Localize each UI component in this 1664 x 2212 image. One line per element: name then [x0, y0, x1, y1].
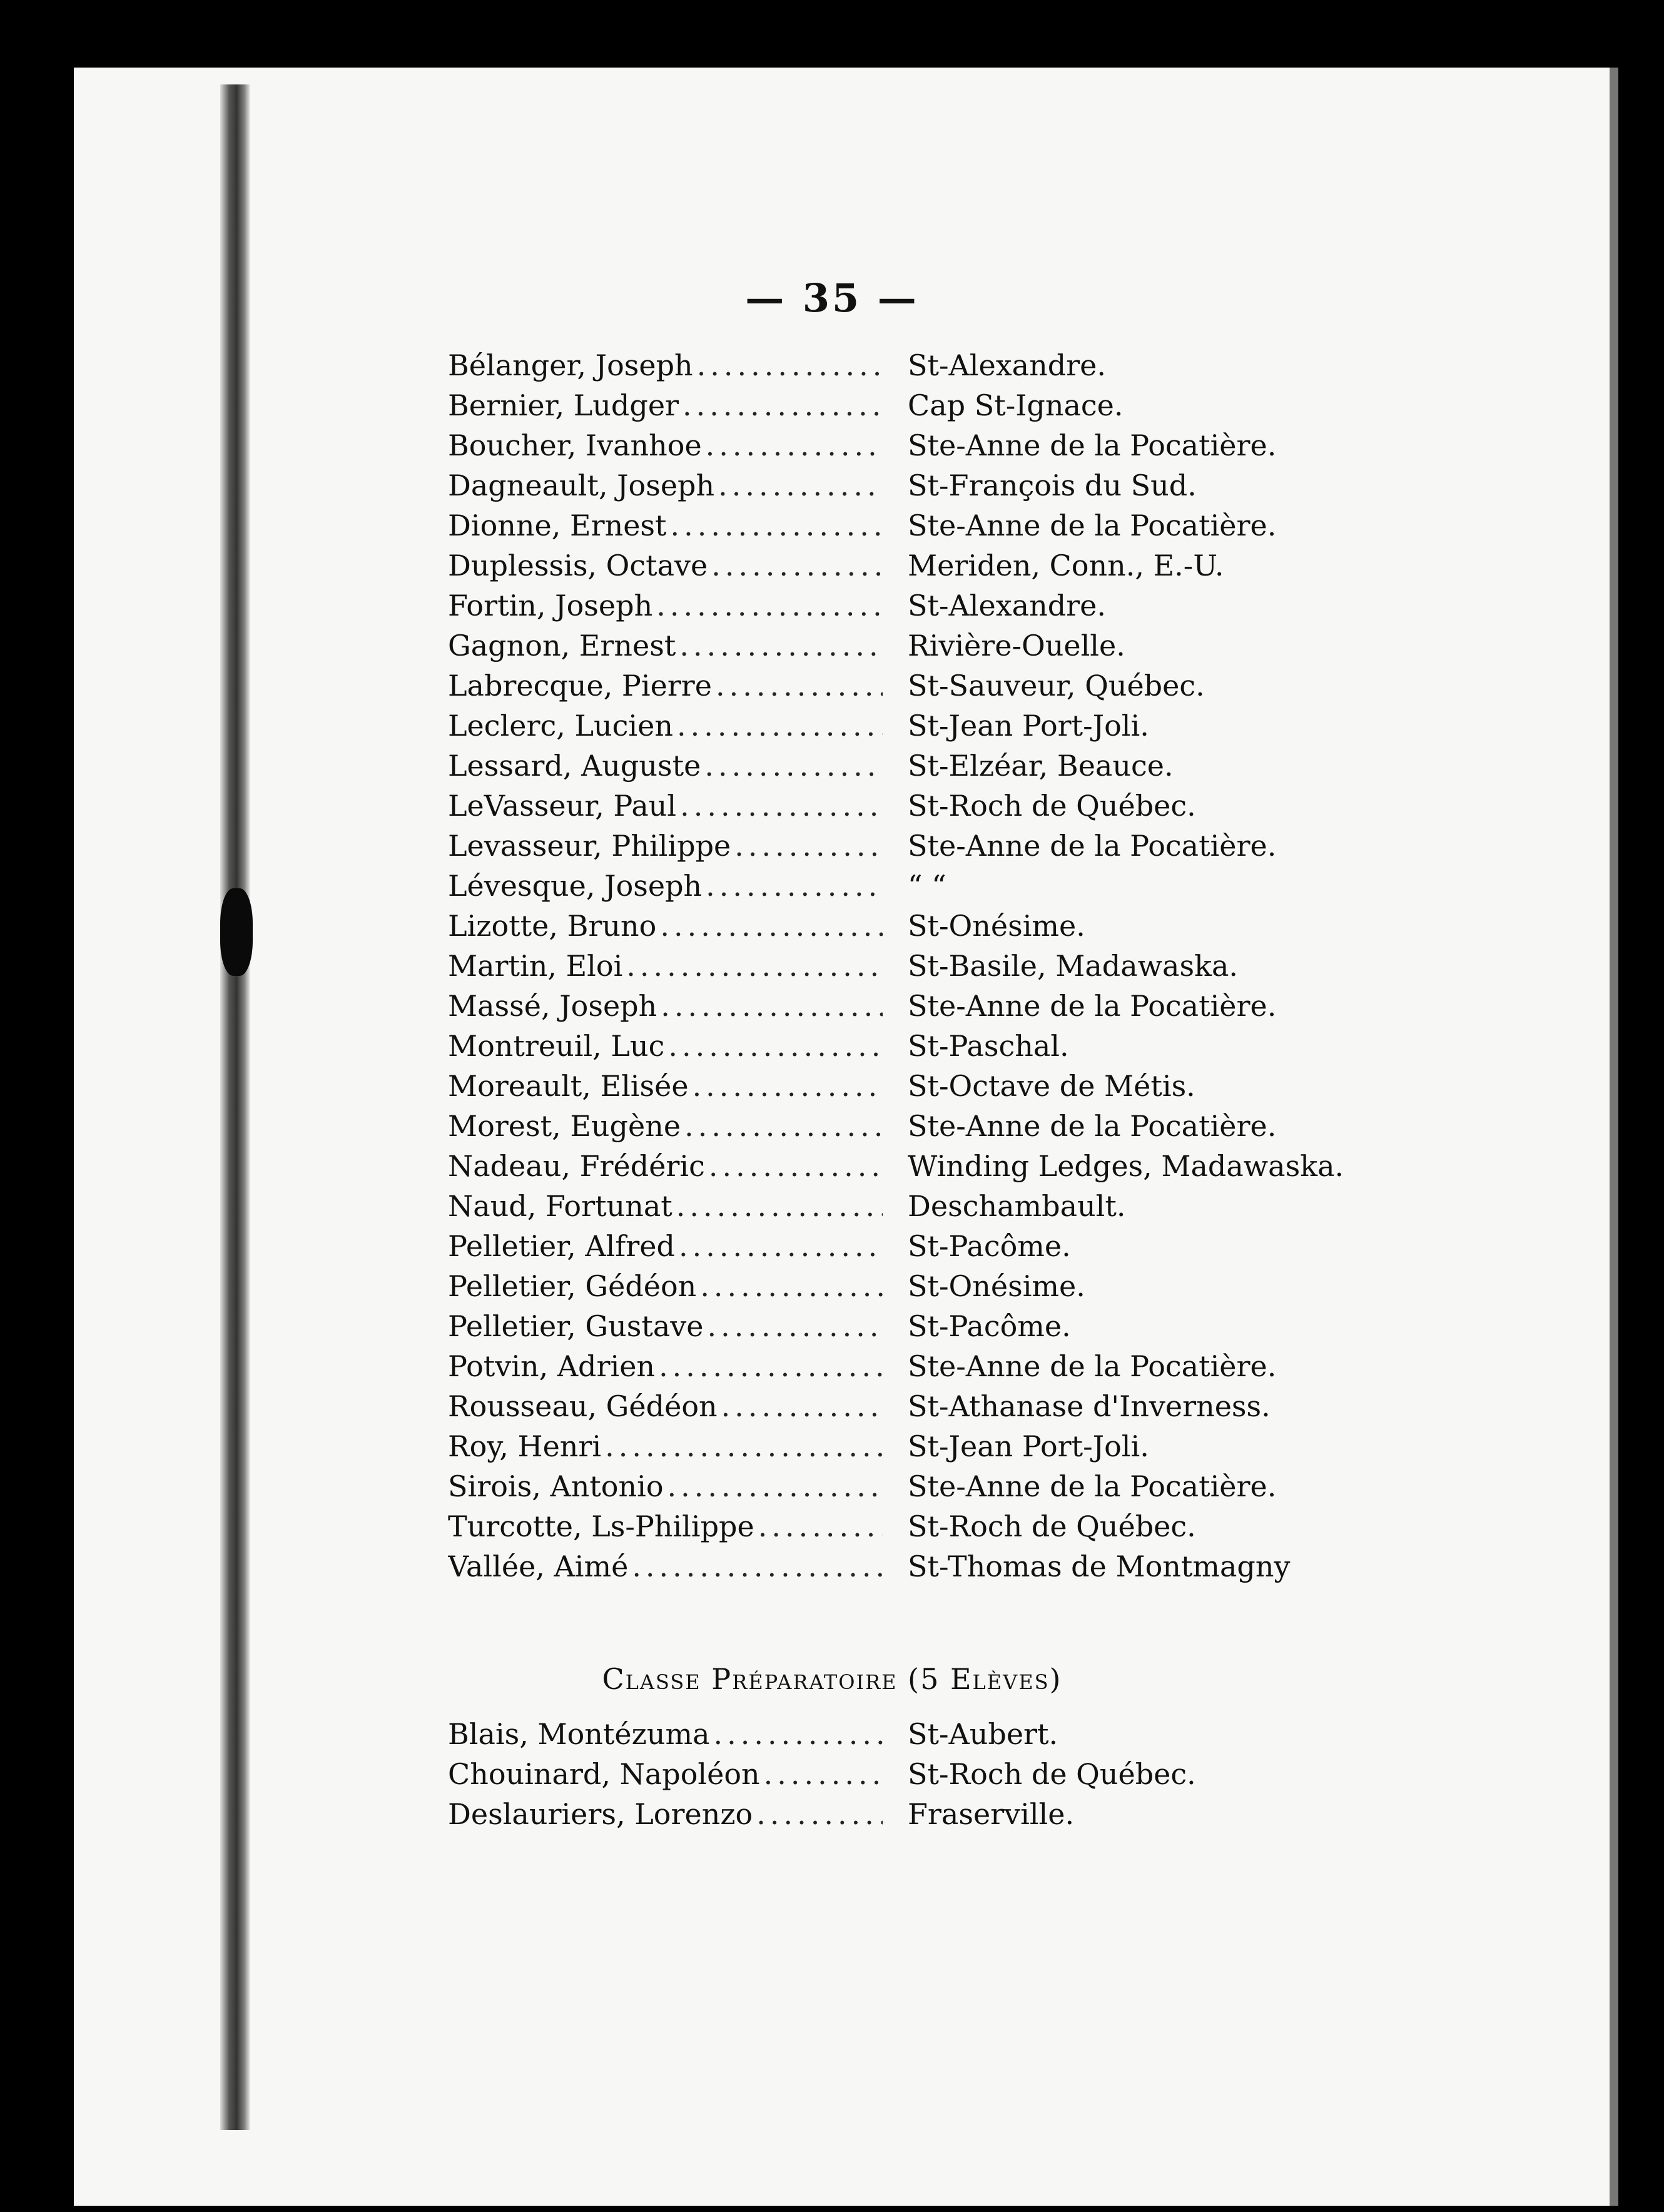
dot-leader [718, 465, 883, 505]
student-hometown: St-Elzéar, Beauce. [908, 749, 1174, 783]
student-name-cell [448, 345, 883, 385]
list-item [448, 1306, 1524, 1346]
student-name-cell [448, 826, 883, 866]
list-item [448, 1266, 1524, 1306]
student-hometown: Ste-Anne de la Pocatière. [908, 1349, 1277, 1383]
student-name-cell [448, 1226, 883, 1266]
dot-leader [659, 1346, 883, 1386]
student-name: Lévesque, Joseph [448, 869, 703, 903]
list-item [448, 465, 1524, 505]
student-name-cell [448, 1386, 883, 1426]
dot-leader [711, 545, 883, 586]
student-name: Bernier, Ludger [448, 388, 679, 422]
student-hometown: “ “ [908, 869, 946, 903]
student-name-cell [448, 1546, 883, 1586]
student-hometown: Winding Ledges, Madawaska. [908, 1149, 1344, 1183]
student-name-cell [448, 586, 883, 626]
list-item [448, 1346, 1524, 1386]
dot-leader [668, 1026, 883, 1066]
student-hometown: St-François du Sud. [908, 469, 1197, 502]
student-name: Bélanger, Joseph [448, 348, 693, 382]
dot-leader [756, 1794, 883, 1834]
student-hometown: Ste-Anne de la Pocatière. [908, 989, 1277, 1023]
dot-leader [676, 1186, 883, 1226]
student-hometown: Meriden, Conn., E.-U. [908, 549, 1224, 582]
student-hometown: St-Aubert. [908, 1717, 1058, 1751]
list-item [448, 826, 1524, 866]
list-item [448, 505, 1524, 545]
student-name: Labrecque, Pierre [448, 669, 713, 703]
student-name-cell [448, 666, 883, 706]
student-hometown: St-Onésime. [908, 909, 1085, 943]
student-name: Blais, Montézuma [448, 1717, 710, 1751]
dot-leader [679, 1226, 883, 1266]
list-item [448, 626, 1524, 666]
student-name-cell [448, 626, 883, 666]
list-item [448, 385, 1524, 425]
page-binding [220, 84, 250, 2130]
dot-leader [626, 946, 883, 986]
dot-leader [682, 385, 883, 425]
student-hometown: Cap St-Ignace. [908, 388, 1124, 422]
list-item [448, 1546, 1524, 1586]
student-name: LeVasseur, Paul [448, 789, 677, 823]
student-hometown: Ste-Anne de la Pocatière. [908, 429, 1277, 462]
dot-leader [716, 666, 883, 706]
student-hometown: St-Roch de Québec. [908, 1757, 1196, 1791]
student-name: Fortin, Joseph [448, 589, 653, 622]
student-hometown: St-Paschal. [908, 1029, 1069, 1063]
student-hometown: St-Alexandre. [908, 589, 1106, 622]
student-name: Montreuil, Luc [448, 1029, 665, 1063]
list-item [448, 1426, 1524, 1466]
list-item [448, 586, 1524, 626]
dot-leader [721, 1386, 883, 1426]
student-name-cell [448, 1066, 883, 1106]
student-name-cell [448, 1346, 883, 1386]
list-item [448, 1146, 1524, 1186]
list-item [448, 706, 1524, 746]
list-item [448, 786, 1524, 826]
student-name-cell [448, 465, 883, 505]
list-item [448, 906, 1524, 946]
student-name: Morest, Eugène [448, 1109, 681, 1143]
student-name-cell [448, 1186, 883, 1226]
student-name-cell [448, 505, 883, 545]
student-hometown: Deschambault. [908, 1189, 1126, 1223]
student-name-cell [448, 1266, 883, 1306]
student-hometown: Ste-Anne de la Pocatière. [908, 829, 1277, 863]
student-name: Dionne, Ernest [448, 509, 667, 542]
dot-leader [707, 1306, 883, 1346]
list-item [448, 545, 1524, 586]
student-name: Dagneault, Joseph [448, 469, 715, 502]
dot-leader [660, 906, 883, 946]
student-hometown: St-Roch de Québec. [908, 1509, 1196, 1543]
list-item [448, 1026, 1524, 1066]
student-name: Martin, Eloi [448, 949, 623, 983]
student-name-cell [448, 385, 883, 425]
student-name-cell [448, 1426, 883, 1466]
student-name: Chouinard, Napoléon [448, 1757, 760, 1791]
student-name-cell [448, 425, 883, 465]
student-hometown: Rivière-Ouelle. [908, 629, 1125, 662]
list-item [448, 1714, 1524, 1754]
dot-leader [656, 586, 883, 626]
student-hometown: St-Pacôme. [908, 1229, 1071, 1263]
student-name: Lessard, Auguste [448, 749, 701, 783]
student-name: Pelletier, Alfred [448, 1229, 675, 1263]
dot-leader [734, 826, 883, 866]
dot-leader [706, 866, 883, 906]
list-item [448, 866, 1524, 906]
binding-ink-blot [220, 888, 253, 976]
student-name-cell [448, 1106, 883, 1146]
dot-leader [758, 1506, 883, 1546]
student-name: Rousseau, Gédéon [448, 1389, 718, 1423]
dot-leader [671, 505, 883, 545]
dot-leader [709, 1146, 883, 1186]
student-hometown: St-Basile, Madawaska. [908, 949, 1238, 983]
student-hometown: Fraserville. [908, 1797, 1075, 1831]
list-item [448, 425, 1524, 465]
dot-leader [704, 746, 883, 786]
student-name: Leclerc, Lucien [448, 709, 673, 743]
student-hometown: Ste-Anne de la Pocatière. [908, 1109, 1277, 1143]
dot-leader [679, 626, 883, 666]
student-hometown: Ste-Anne de la Pocatière. [908, 509, 1277, 542]
student-name-cell [448, 946, 883, 986]
student-name-cell [448, 866, 883, 906]
student-hometown: St-Jean Port-Joli. [908, 1429, 1149, 1463]
student-hometown: St-Sauveur, Québec. [908, 669, 1205, 703]
student-hometown: St-Onésime. [908, 1269, 1085, 1303]
dot-leader [667, 1466, 883, 1506]
student-name-cell [448, 1146, 883, 1186]
student-name: Roy, Henri [448, 1429, 602, 1463]
list-item [448, 1754, 1524, 1794]
list-item [448, 1386, 1524, 1426]
student-name: Nadeau, Frédéric [448, 1149, 705, 1183]
student-name-cell [448, 706, 883, 746]
student-name: Levasseur, Philippe [448, 829, 731, 863]
student-name-cell [448, 1026, 883, 1066]
student-name: Moreault, Elisée [448, 1069, 689, 1103]
student-name: Deslauriers, Lorenzo [448, 1797, 753, 1831]
list-item [448, 666, 1524, 706]
list-item [448, 345, 1524, 385]
dot-leader [700, 1266, 883, 1306]
student-name-cell [448, 746, 883, 786]
dot-leader [680, 786, 883, 826]
list-item [448, 986, 1524, 1026]
student-name-cell [448, 1794, 883, 1834]
student-name: Turcotte, Ls-Philippe [448, 1509, 754, 1543]
dot-leader [677, 706, 883, 746]
student-name-cell [448, 1466, 883, 1506]
student-name: Vallée, Aimé [448, 1550, 629, 1583]
student-name: Boucher, Ivanhoe [448, 429, 702, 462]
student-name-cell [448, 545, 883, 586]
section-title: Classe Préparatoire (5 Elèves) [602, 1662, 1062, 1696]
dot-leader [697, 345, 883, 385]
dot-leader [605, 1426, 883, 1466]
list-item [448, 946, 1524, 986]
list-item [448, 1794, 1524, 1834]
list-item [448, 746, 1524, 786]
student-name: Sirois, Antonio [448, 1469, 664, 1503]
student-name-cell [448, 786, 883, 826]
list-item [448, 1506, 1524, 1546]
student-name-cell [448, 1714, 883, 1754]
student-name: Duplessis, Octave [448, 549, 708, 582]
student-name: Pelletier, Gustave [448, 1309, 704, 1343]
student-hometown: St-Octave de Métis. [908, 1069, 1195, 1103]
preparatory-roster [448, 1714, 1524, 1834]
student-name-cell [448, 906, 883, 946]
page-number: — 35 — [745, 275, 919, 321]
student-hometown: St-Athanase d'Inverness. [908, 1389, 1271, 1423]
dot-leader [661, 986, 883, 1026]
dot-leader [684, 1106, 883, 1146]
student-name: Gagnon, Ernest [448, 629, 676, 662]
student-hometown: St-Jean Port-Joli. [908, 709, 1149, 743]
student-roster [448, 345, 1524, 1586]
page-edge [1610, 68, 1618, 2206]
student-hometown: St-Pacôme. [908, 1309, 1071, 1343]
list-item [448, 1466, 1524, 1506]
student-name-cell [448, 1506, 883, 1546]
student-hometown: St-Thomas de Montmagny [908, 1550, 1291, 1583]
dot-leader [692, 1066, 883, 1106]
student-name: Pelletier, Gédéon [448, 1269, 697, 1303]
list-item [448, 1066, 1524, 1106]
student-name-cell [448, 1754, 883, 1794]
student-hometown: St-Alexandre. [908, 348, 1106, 382]
dot-leader [632, 1546, 883, 1586]
student-name: Potvin, Adrien [448, 1349, 656, 1383]
dot-leader [706, 425, 883, 465]
list-item [448, 1106, 1524, 1146]
student-name: Lizotte, Bruno [448, 909, 657, 943]
dot-leader [714, 1714, 883, 1754]
student-hometown: Ste-Anne de la Pocatière. [908, 1469, 1277, 1503]
list-item [448, 1226, 1524, 1266]
student-name: Massé, Joseph [448, 989, 657, 1023]
list-item [448, 1186, 1524, 1226]
student-name-cell [448, 1306, 883, 1346]
student-hometown: St-Roch de Québec. [908, 789, 1196, 823]
student-name: Naud, Fortunat [448, 1189, 672, 1223]
student-name-cell [448, 986, 883, 1026]
dot-leader [764, 1754, 883, 1794]
